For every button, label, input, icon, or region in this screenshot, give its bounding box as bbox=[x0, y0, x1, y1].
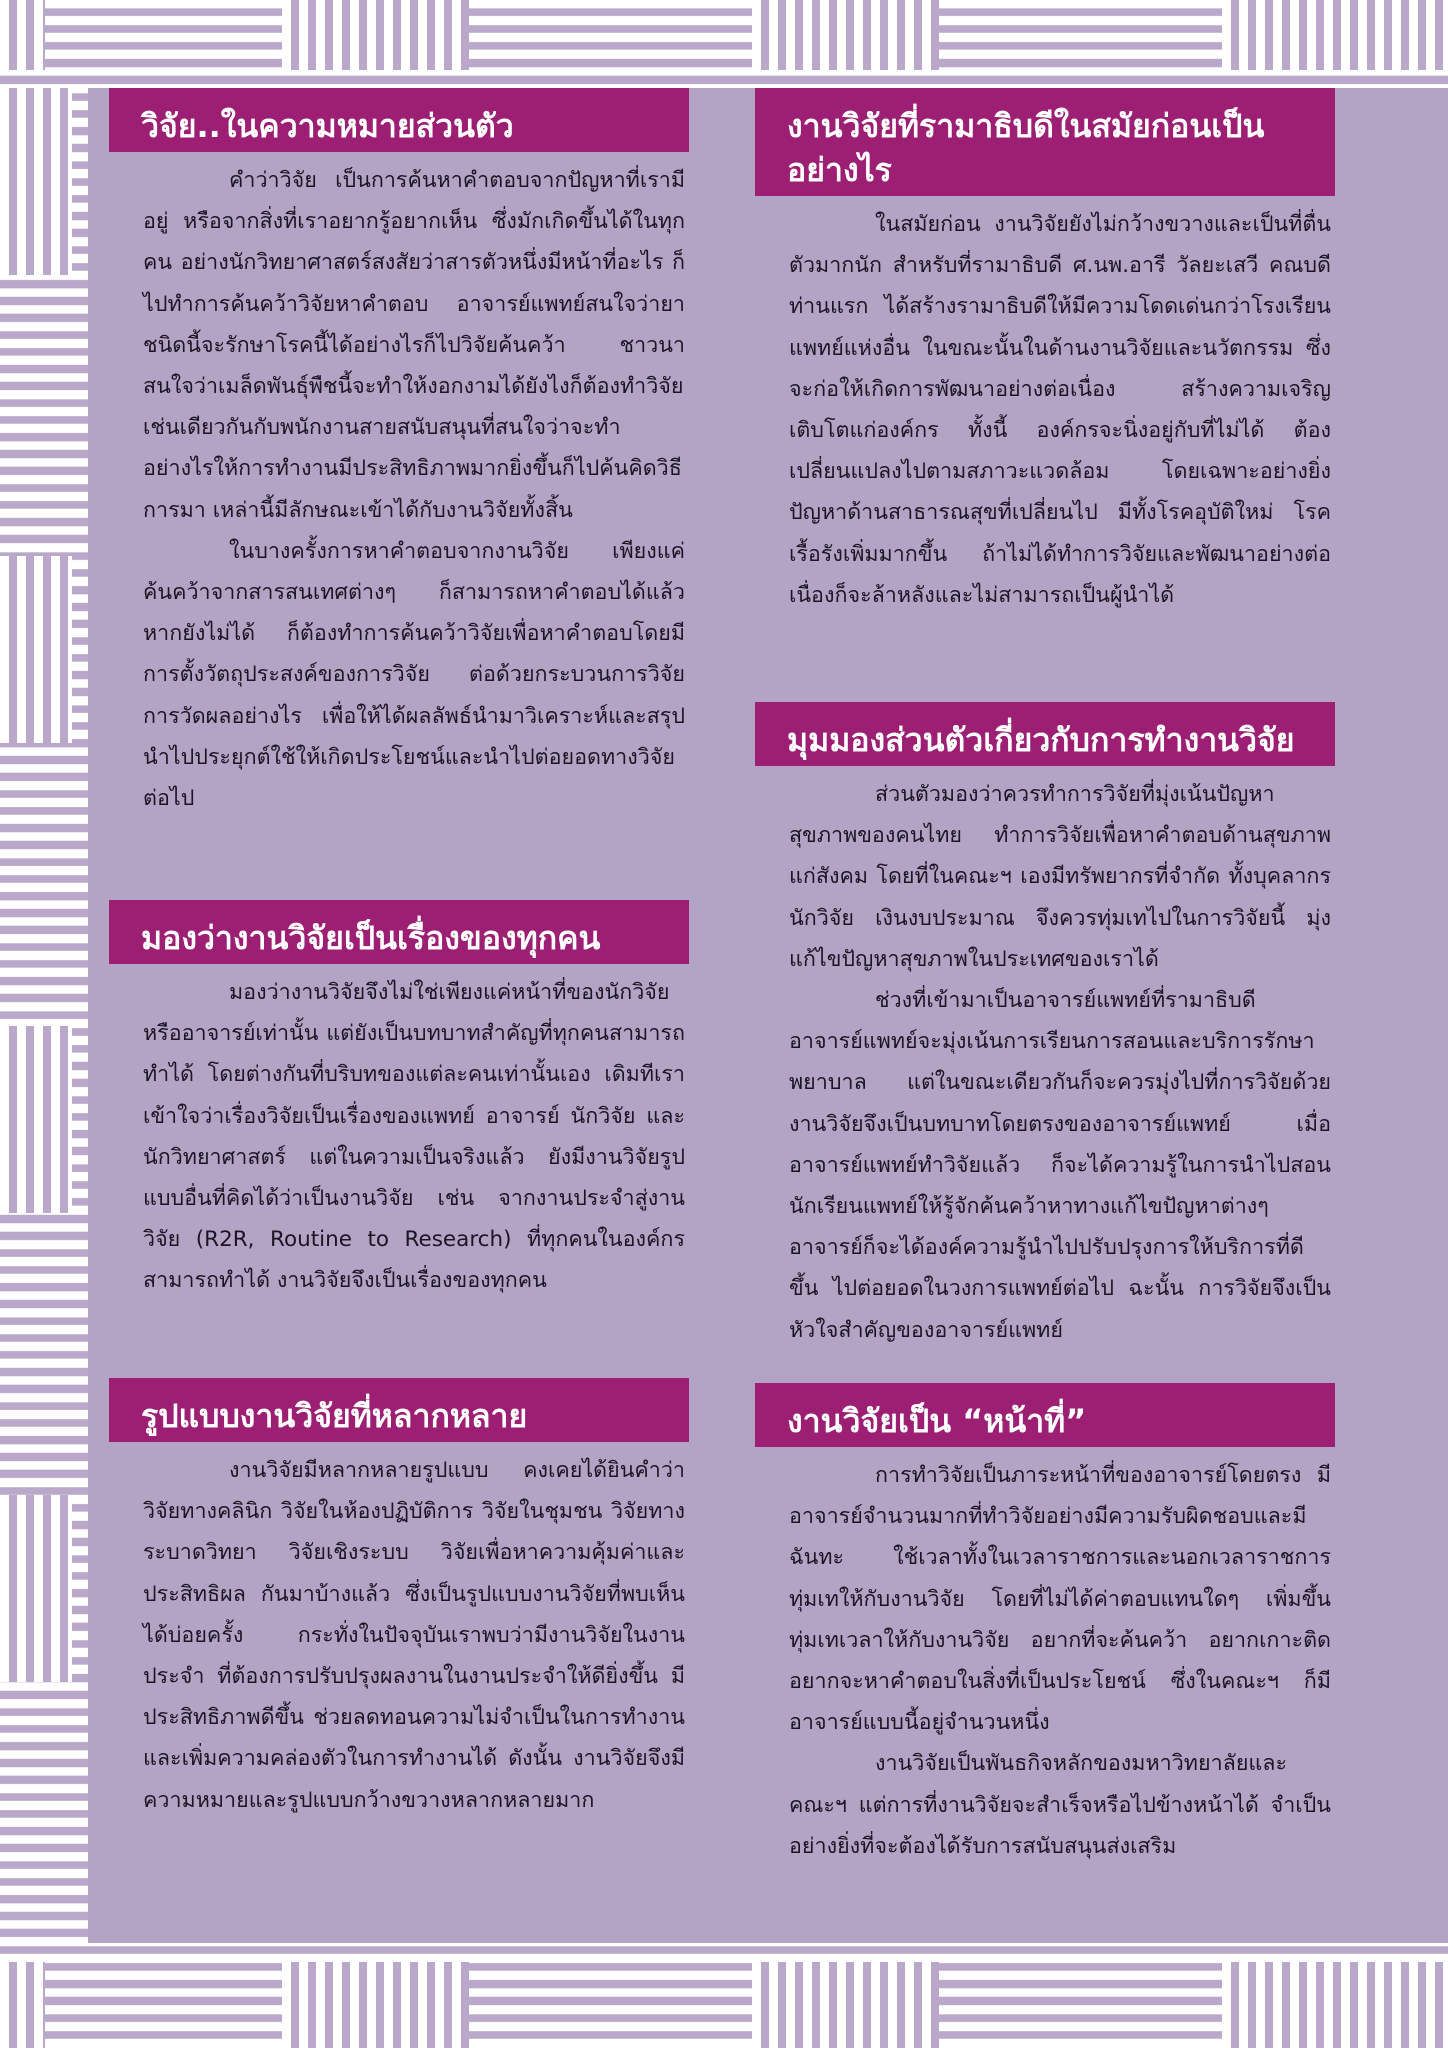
paragraph: ในบางครั้งการหาคำตอบจากงานวิจัย เพียงแค่ค้นคว้าจากสารสนเทศต่างๆ ก็สามารถหาคำตอบได้แล้ว หากยังไม่ได้ ก็ต้องทำการค้นคว้าวิจัยเพื่อหาคำตอบโดยมีการตั้งวัตถุประสงค์ของการวิจัย ต่อด้วยกระบวนการวิจัย การวัดผลอย่างไร เพื่อให้ได้ผลลัพธ์นำมาวิเคราะห์และสรุปนำไปประยุกต์ใช้ให้เกิดประโยชน์และนำไปต่อยอดทางวิจัยต่อไป bbox=[143, 538, 685, 812]
right-column-section-2 bbox=[755, 702, 1335, 1351]
section-heading-ramathibodi-past: งานวิจัยที่รามาธิบดีในสมัยก่อนเป็นอย่างไร bbox=[755, 88, 1335, 196]
frame-tile-left-3 bbox=[0, 1026, 72, 1213]
frame-tile-left-1 bbox=[0, 88, 72, 275]
right-column-section-3 bbox=[755, 1383, 1335, 1867]
section-heading-research-duty: งานวิจัยเป็น “หน้าที่” bbox=[755, 1383, 1335, 1447]
section-heading-personal-view: มุมมองส่วนตัวเกี่ยวกับการทำงานวิจัย bbox=[755, 702, 1335, 766]
frame-tile-bottom-3 bbox=[752, 1962, 939, 2048]
section-body-research-duty bbox=[755, 1447, 1335, 1867]
section-body-research-everyone bbox=[109, 964, 689, 1302]
section-body-research-types bbox=[109, 1442, 689, 1821]
section-body-personal-view bbox=[755, 766, 1335, 1351]
frame-tile-left-2 bbox=[0, 556, 72, 743]
paragraph: การทำวิจัยเป็นภาระหน้าที่ของอาจารย์โดยตรง มีอาจารย์จำนวนมากที่ทำวิจัยอย่างมีความรับผิดชอบและมีฉันทะ ใช้เวลาทั้งในเวลาราชการและนอกเวลาราชการทุ่มเทให้กับงานวิจัย โดยที่ไม่ได้ค่าตอบแทนใดๆ เพิ่มขึ้น ทุ่มเทเวลาให้กับงานวิจัย อยากที่จะค้นคว้า อยากเกาะติด อยากจะหาคำตอบในสิ่งที่เป็นประโยชน์ ซึ่งในคณะฯ ก็มีอาจารย์แบบนี้อยู่จำนวนหนึ่ง bbox=[789, 1463, 1331, 1736]
section-heading-research-types: รูปแบบงานวิจัยที่หลากหลาย bbox=[109, 1378, 689, 1442]
section-heading-research-everyone: มองว่างานวิจัยเป็นเรื่องของทุกคน bbox=[109, 900, 689, 964]
frame-tile-top-4 bbox=[1222, 0, 1448, 70]
frame-tile-bottom-4 bbox=[1222, 1962, 1448, 2048]
paragraph: ช่วงที่เข้ามาเป็นอาจารย์แพทย์ที่รามาธิบดี อาจารย์แพทย์จะมุ่งเน้นการเรียนการสอนและบริการรักษาพยาบาล แต่ในขณะเดียวกันก็จะควรมุ่งไปที่การวิจัยด้วย งานวิจัยจึงเป็นบทบาทโดยตรงของอาจารย์แพทย์ เมื่ออาจารย์แพทย์ทำวิจัยแล้ว ก็จะได้ความรู้ในการนำไปสอนนักเรียนแพทย์ให้รู้จักค้นคว้าหาทางแก้ไขปัญหาต่างๆ อาจารย์ก็จะได้องค์ความรู้นำไปปรับปรุงการให้บริการที่ดีขึ้น ไปต่อยอดในวงการแพทย์ต่อไป ฉะนั้น การวิจัยจึงเป็นหัวใจสำคัญของอาจารย์แพทย์ bbox=[789, 988, 1331, 1343]
paragraph: มองว่างานวิจัยจึงไม่ใช่เพียงแค่หน้าที่ของนักวิจัย หรืออาจารย์เท่านั้น แต่ยังเป็นบทบาทสำคัญที่ทุกคนสามารถทำได้ โดยต่างกันที่บริบทของแต่ละคนเท่านั้นเอง เดิมทีเราเข้าใจว่าเรื่องวิจัยเป็นเรื่องของแพทย์ อาจารย์ นักวิจัย และนักวิทยาศาสตร์ แต่ในความเป็นจริงแล้ว ยังมีงานวิจัยรูปแบบอื่นที่คิดได้ว่าเป็นงานวิจัย เช่น จากงานประจำสู่งานวิจัย (R2R, Routine to Research) ที่ทุกคนในองค์กรสามารถทำได้ งานวิจัยจึงเป็นเรื่องของทุกคน bbox=[143, 980, 685, 1294]
section-body-research-meaning bbox=[109, 152, 689, 819]
frame-tile-top-3 bbox=[752, 0, 939, 70]
paragraph: ส่วนตัวมองว่าควรทำการวิจัยที่มุ่งเน้นปัญหาสุขภาพของคนไทย ทำการวิจัยเพื่อหาคำตอบด้านสุขภาพแก่สังคม โดยที่ในคณะฯ เองมีทรัพยากรที่จำกัด ทั้งบุคลากรนักวิจัย เงินงบประมาณ จึงควรทุ่มเทไปในการวิจัยนี้ มุ่งแก้ไขปัญหาสุขภาพในประเทศของเราได้ bbox=[789, 782, 1331, 972]
frame-tile-top-1 bbox=[0, 0, 45, 70]
section-heading-research-meaning: วิจัย..ในความหมายส่วนตัว bbox=[109, 88, 689, 152]
paragraph: ในสมัยก่อน งานวิจัยยังไม่กว้างขวางและเป็นที่ตื่นตัวมากนัก สำหรับที่รามาธิบดี ศ.นพ.อารี วัลยะเสวี คณบดีท่านแรก ได้สร้างรามาธิบดีให้มีความโดดเด่นกว่าโรงเรียนแพทย์แห่งอื่น ในขณะนั้นในด้านงานวิจัยและนวัตกรรม ซึ่งจะก่อให้เกิดการพัฒนาอย่างต่อเนื่อง สร้างความเจริญเติบโตแก่องค์กร ทั้งนี้ องค์กรจะนิ่งอยู่กับที่ไม่ได้ ต้องเปลี่ยนแปลงไปตามสภาวะแวดล้อม โดยเฉพาะอย่างยิ่งปัญหาด้านสาธารณสุขที่เปลี่ยนไป มีทั้งโรคอุบัติใหม่ โรคเรื้อรังเพิ่มมากขึ้น ถ้าไม่ได้ทำการวิจัยและพัฒนาอย่างต่อเนื่องก็จะล้าหลังและไม่สามารถเป็นผู้นำได้ bbox=[789, 212, 1331, 608]
content-panel bbox=[88, 88, 1448, 1943]
left-column bbox=[109, 88, 689, 819]
left-column-section-3 bbox=[109, 1378, 689, 1821]
frame-tile-bottom-1 bbox=[0, 1962, 45, 2048]
frame-tile-bottom-2 bbox=[282, 1962, 469, 2048]
paragraph: งานวิจัยมีหลากหลายรูปแบบ คงเคยได้ยินคำว่า วิจัยทางคลินิก วิจัยในห้องปฏิบัติการ วิจัยในชุมชน วิจัยทางระบาดวิทยา วิจัยเชิงระบบ วิจัยเพื่อหาความคุ้มค่าและประสิทธิผล กันมาบ้างแล้ว ซึ่งเป็นรูปแบบงานวิจัยที่พบเห็นได้บ่อยครั้ง กระทั่งในปัจจุบันเราพบว่ามีงานวิจัยในงานประจำ ที่ต้องการปรับปรุงผลงานในงานประจำให้ดียิ่งขึ้น มีประสิทธิภาพดีขึ้น ช่วยลดทอนความไม่จำเป็นในการทำงาน และเพิ่มความคล่องตัวในการทำงานได้ ดังนั้น งานวิจัยจึงมีความหมายและรูปแบบกว้างขวางหลากหลายมาก bbox=[143, 1458, 685, 1813]
left-column-section-2 bbox=[109, 900, 689, 1302]
section-body-ramathibodi-past bbox=[755, 196, 1335, 616]
frame-tile-left-4 bbox=[0, 1495, 72, 1682]
frame-tile-top-2 bbox=[282, 0, 469, 70]
right-column bbox=[755, 88, 1335, 616]
paragraph: งานวิจัยเป็นพันธกิจหลักของมหาวิทยาลัยและคณะฯ แต่การที่งานวิจัยจะสำเร็จหรือไปข้างหน้าได้ จำเป็นอย่างยิ่งที่จะต้องได้รับการสนับสนุนส่งเสริม bbox=[789, 1751, 1331, 1859]
paragraph: คำว่าวิจัย เป็นการค้นหาคำตอบจากปัญหาที่เรามีอยู่ หรือจากสิ่งที่เราอยากรู้อยากเห็น ซึ่งมักเกิดขึ้นได้ในทุกคน อย่างนักวิทยาศาสตร์สงสัยว่าสารตัวหนึ่งมีหน้าที่อะไร ก็ไปทำการค้นคว้าวิจัยหาคำตอบ อาจารย์แพทย์สนใจว่ายาชนิดนี้จะรักษาโรคนี้ได้อย่างไรก็ไปวิจัยค้นคว้า ชาวนาสนใจว่าเมล็ดพันธุ์พืชนี้จะทำให้งอกงามได้ยังไงก็ต้องทำวิจัย เช่นเดียวกันกับพนักงานสายสนับสนุนที่สนใจว่าจะทำอย่างไรให้การทำงานมีประสิทธิภาพมากยิ่งขึ้นก็ไปค้นคิดวิธีการมา เหล่านี้มีลักษณะเข้าได้กับงานวิจัยทั้งสิ้น bbox=[143, 168, 685, 523]
